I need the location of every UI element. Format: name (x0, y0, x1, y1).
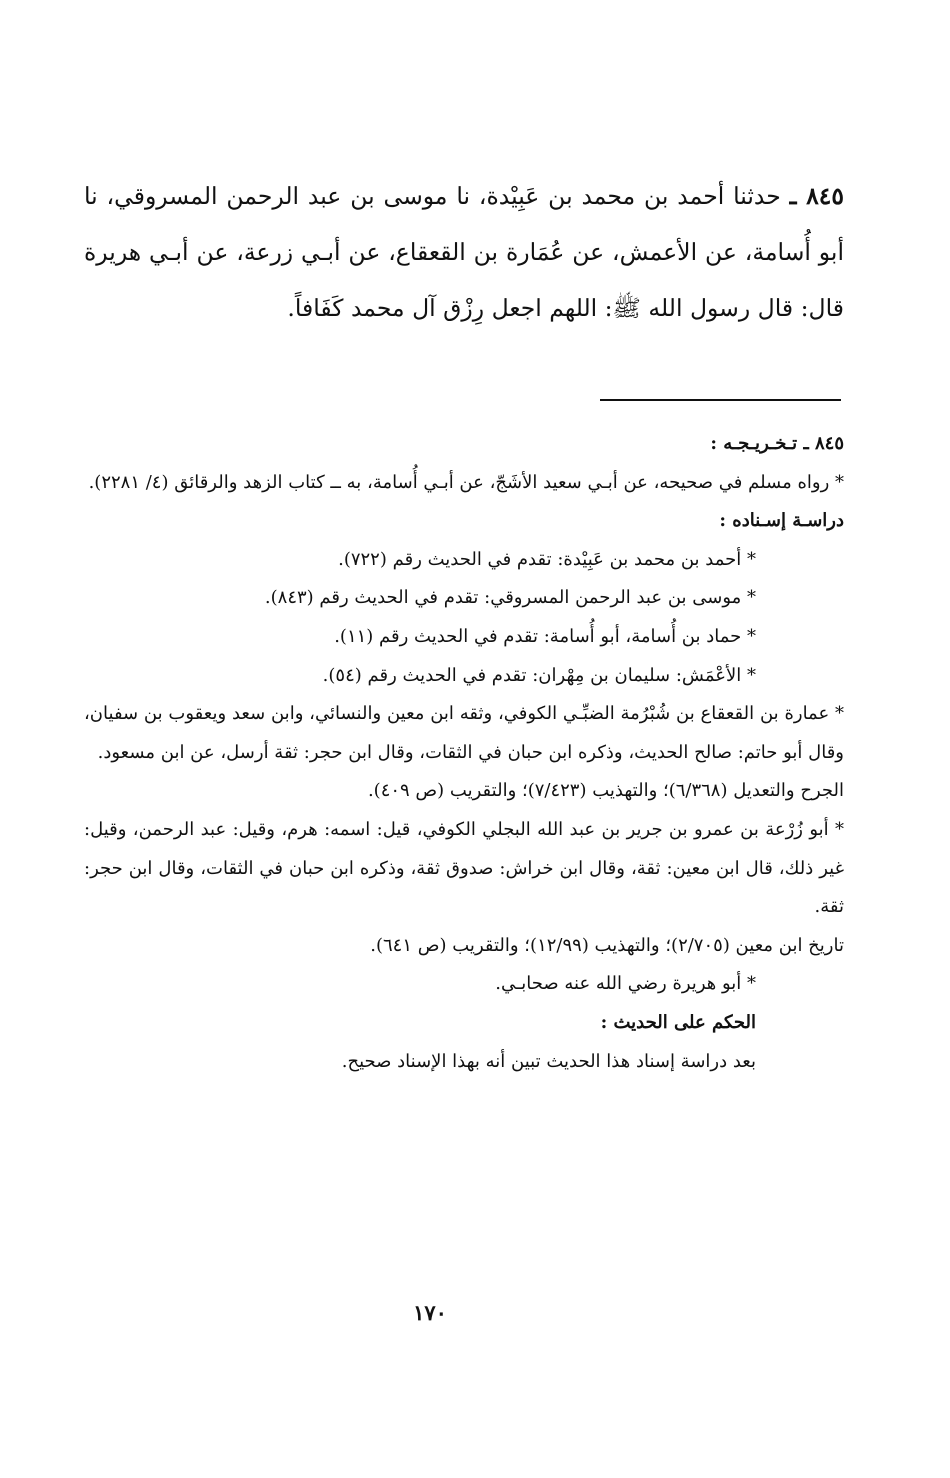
takhrij-text: * رواه مسلم في صحيحه، عن أبـي سعيد الأشَجّ، عن أبـي أُسامة، به ــ كتاب الزهد والرقائق (٤/ ٢٢٨١). (88, 471, 844, 493)
narrator-musa: * موسى بن عبد الرحمن المسروقي: تقدم في الحديث رقم (٨٤٣). (264, 587, 756, 609)
footnote-separator (600, 399, 841, 401)
takhrij-heading: ٨٤٥ ـ تـخـريـجـه : (710, 433, 844, 454)
page-number: ١٧٠ (413, 1300, 447, 1325)
main-hadith (84, 168, 844, 336)
isnad-heading: دراسـة إسـناده : (719, 510, 844, 532)
narrator-ahmad: * أحمد بن محمد بن عَبِيْدة: تقدم في الحديث رقم (٧٢٢). (338, 548, 756, 570)
footnotes (84, 425, 844, 1081)
abu-zura-references: تاريخ ابن معين (٢/٧٠٥)؛ والتهذيب (١٢/٩٩)؛ والتقريب (ص ٦٤١). (370, 934, 844, 956)
narrator-abu-huraira: * أبو هريرة رضي الله عنه صحابـي. (495, 973, 756, 995)
hukm-heading: الحكم على الحديث : (600, 1011, 756, 1033)
narrator-abu-zura: * أبو زُرْعة بن عمرو بن جرير بن عبد الله البجلي الكوفي، قيل: اسمه: هرم، وقيل: عبد الرحمن، وقيل: غير ذلك، قال ابن معين: ثقة، وقال ابن خراش: صدوق ثقة، وذكره ابن حبان في الثقات، وقال ابن حجر: ثقة. (84, 818, 844, 918)
hadith-number: ٨٤٥ ـ (789, 182, 844, 210)
narrator-umara: * عمارة بن القعقاع بن شُبْرُمة الضبِّـي الكوفي، وثقه ابن معين والنسائي، وابن سعد ويعقوب بن سفيان، وقال أبو حاتم: صالح الحديث، وذكره ابن حبان في الثقات، وقال ابن حجر: ثقة أرسل، عن ابن مسعود. (84, 703, 844, 763)
hadith-text: حدثنا أحمد بن محمد بن عَبِيْدة، نا موسى بن عبد الرحمن المسروقي، نا أبو أُسامة، عن الأعمش، عن عُمَارة بن القعقاع، عن أبـي زرعة، عن أبـي هريرة قال: قال رسول الله ﷺ: اللهم اجعل رِزْق آل محمد كَفَافاً. (84, 182, 844, 322)
narrator-amash: * الأعْمَش: سليمان بن مِهْران: تقدم في الحديث رقم (٥٤). (322, 664, 756, 686)
hukm-text: بعد دراسة إسناد هذا الحديث تبين أنه بهذا الإسناد صحيح. (341, 1050, 756, 1072)
narrator-hammad: * حماد بن أُسامة، أبو أُسامة: تقدم في الحديث رقم (١١). (334, 625, 756, 647)
umara-references: الجرح والتعديل (٦/٣٦٨)؛ والتهذيب (٧/٤٢٣)؛ والتقريب (ص ٤٠٩). (367, 780, 844, 802)
